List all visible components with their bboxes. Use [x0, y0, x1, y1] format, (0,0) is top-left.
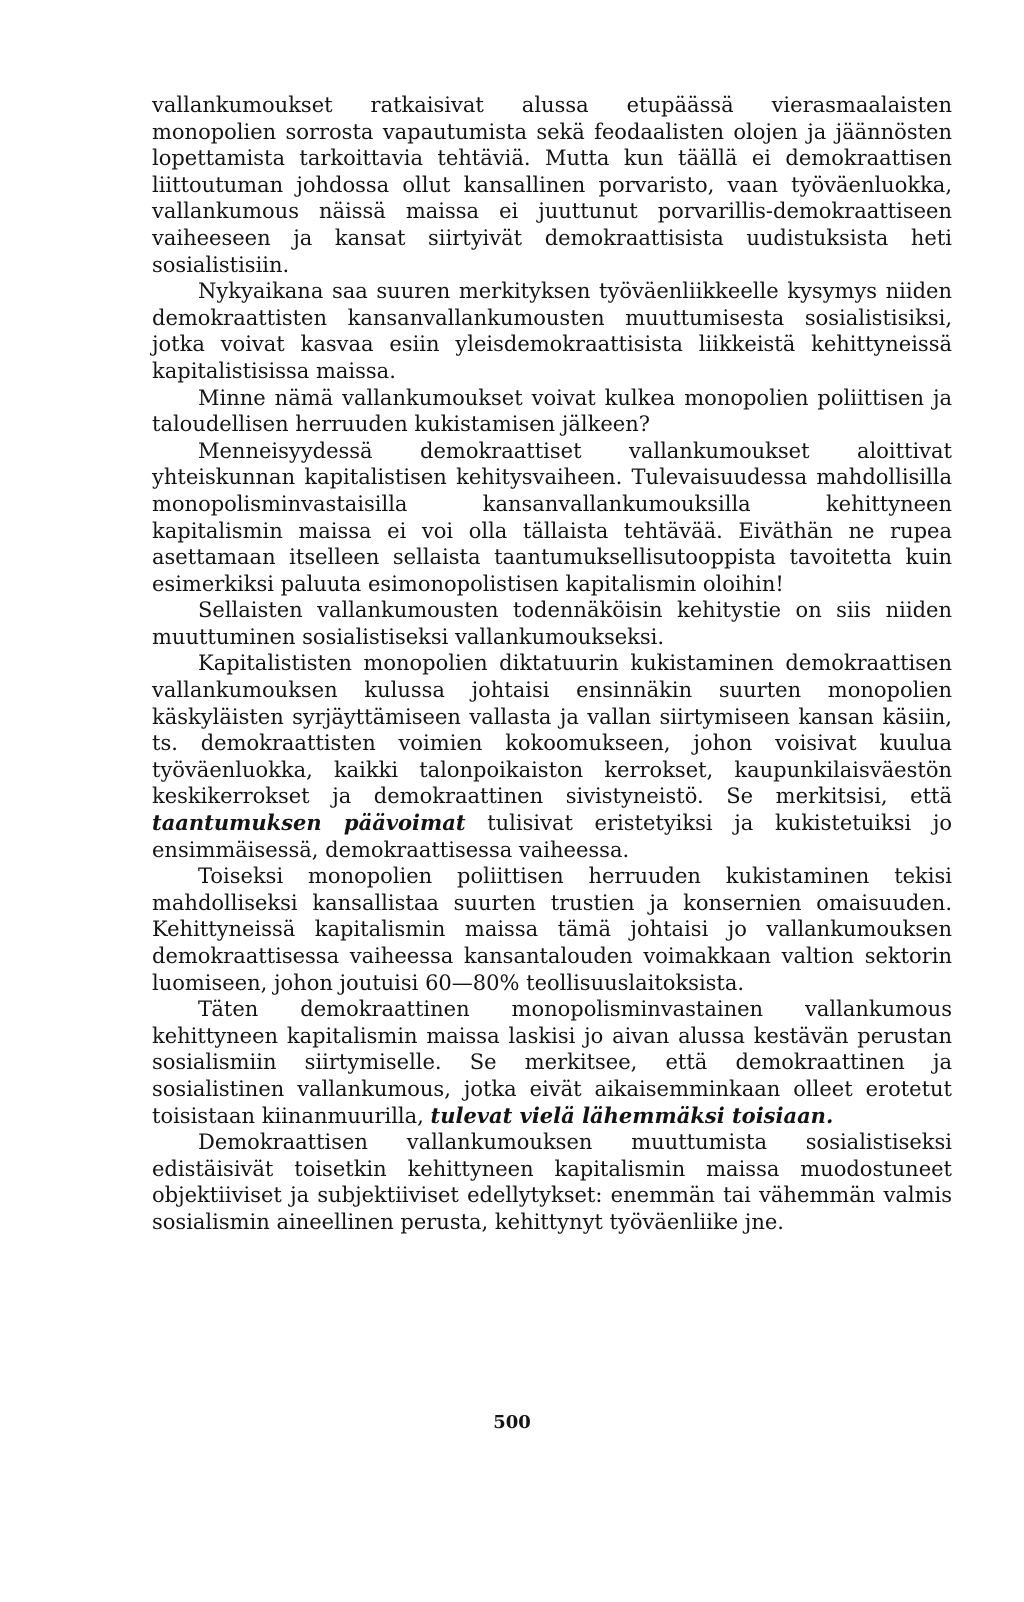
- paragraph-6: [152, 650, 952, 863]
- paragraph-text: Minne nämä vallankumoukset voivat kulkea monopolien poliittisen ja taloudellisen herruuden kukistamisen jälkeen?: [152, 385, 952, 437]
- page-number: 500: [493, 1412, 531, 1433]
- paragraph-2: [152, 278, 952, 384]
- paragraph-7: [152, 863, 952, 996]
- paragraph-5: [152, 597, 952, 650]
- paragraph-text: Sellaisten vallankumousten todennäköisin kehitystie on siis niiden muuttuminen sosialistiseksi vallankumoukseksi.: [152, 598, 952, 649]
- paragraph-text: Nykyaikana saa suuren merkityksen työväenliikkeelle kysymys niiden demokraattisten kansanvallankumousten muuttumisesta sosialistisiksi, jotka voivat kasvaa esiin yleisdemokraattisista liikkeistä kehittyneissä kapitalistisissa maissa.: [152, 279, 952, 383]
- paragraph-text: Menneisyydessä demokraattiset vallankumoukset aloittivat yhteiskunnan kapitalistisen kehitysvaiheen. Tulevaisuudessa mahdollisilla monopolisminvastaisilla kansanvallankumouksilla kehittyneen kapitalismin maissa ei voi olla tällaista tehtävää. Eiväthän ne rupea asettamaan itselleen sellaista taantumuksellisutooppista tavoitetta kuin esimerkiksi paluuta esimonopolistisen kapitalismin oloihin!: [152, 438, 952, 596]
- body-text: [152, 92, 952, 1236]
- paragraph-8: [152, 996, 952, 1129]
- paragraph-text: Demokraattisen vallankumouksen muuttumista sosialistiseksi edistäisivät toisetkin kehittyneen kapitalismin maissa muodostuneet objektiiviset ja subjektiiviset edellytykset: enemmän tai vähemmän valmis sosialismin aineellinen perusta, kehittynyt työväenliike jne.: [152, 1130, 952, 1234]
- emphasized-text: taantumuksen päävoimat: [152, 810, 466, 836]
- paragraph-4: [152, 438, 952, 598]
- paragraph-text: Kapitalististen monopolien diktatuurin kukistaminen demokraattisen vallankumouksen kulussa johtaisi ensinnäkin suurten monopolien käskyläisten syrjäyttämiseen vallasta ja vallan siirtymiseen kansan käsiin, ts. demokraattisten voimien kokoomukseen, johon voisivat kuulua työväenluokka, kaikki talonpoikaiston kerrokset, kaupunkilaisväestön keskikerrokset ja demokraattinen sivistyneistö. Se merkitsisi, että: [152, 651, 952, 809]
- paragraph-text: Täten demokraattinen monopolisminvastainen vallankumous kehittyneen kapitalismin maissa laskisi jo aivan alussa kestävän perustan sosialismiin siirtymiselle. Se merkitsee, että demokraattinen ja sosialistinen vallankumous, jotka eivät aikaisemminkaan olleet erotetut toisistaan kiinanmuurilla,: [152, 997, 952, 1128]
- paragraph-9: [152, 1129, 952, 1235]
- paragraph-text: Toiseksi monopolien poliittisen herruuden kukistaminen tekisi mahdolliseksi kansallistaa suurten trustien ja konsernien omaisuuden. Kehittyneissä kapitalismin maissa tämä johtaisi jo vallankumouksen demokraattisessa vaiheessa kansantalouden voimakkaan valtion sektorin luomiseen, johon joutuisi 60—80% teollisuuslaitoksista.: [152, 864, 952, 995]
- emphasized-text: tulevat vielä lähemmäksi toisiaan.: [430, 1102, 834, 1128]
- paragraph-1: [152, 92, 952, 278]
- paragraph-text: tulisivat eristetyiksi ja kukistetuiksi jo ensimmäisessä, demokraattisessa vaiheessa.: [152, 811, 952, 862]
- paragraph-3: [152, 385, 952, 438]
- paragraph-text: vallankumoukset ratkaisivat alussa etupäässä vierasmaalaisten monopolien sorrosta vapautumista sekä feodaalisten olojen ja jäännösten lopettamista tarkoittavia tehtäviä. Mutta kun täällä ei demokraattisen liittoutuman johdossa ollut kansallinen porvaristo, vaan työväenluokka, vallankumous näissä maissa ei juuttunut porvarillis-demokraattiseen vaiheeseen ja kansat siirtyivät demokraattisista uudistuksista heti sosialistisiin.: [152, 93, 952, 277]
